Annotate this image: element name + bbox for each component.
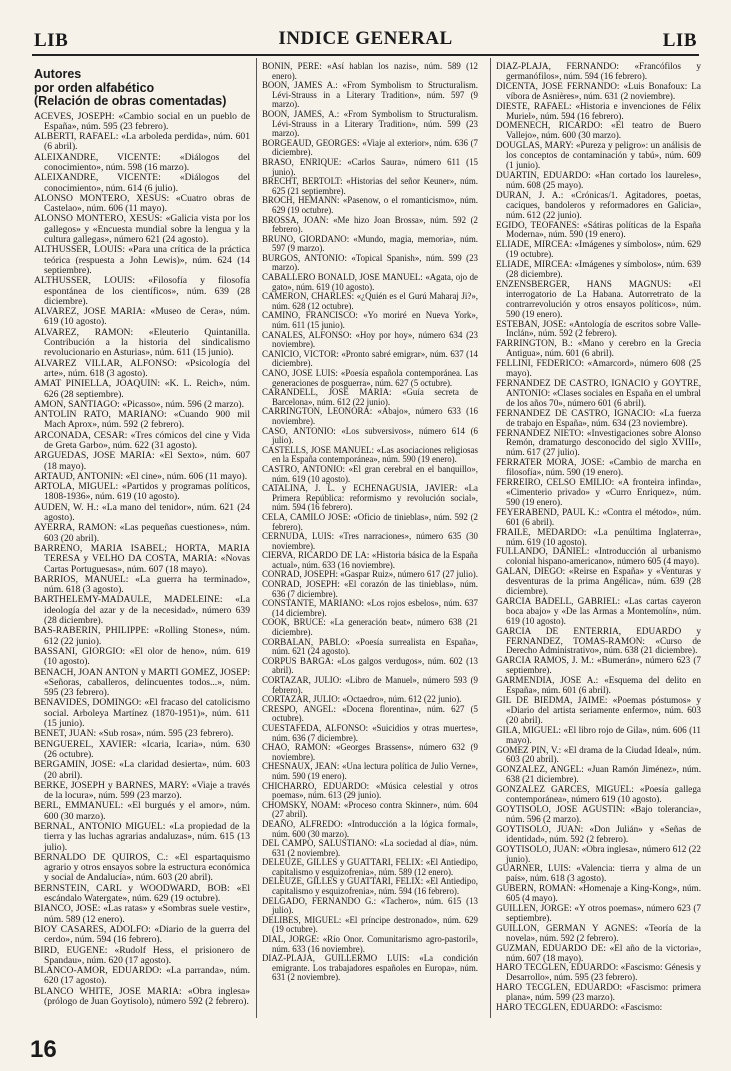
index-entry: HARO TECGLEN, EDUARDO: «Fascismo: [496,1002,663,1013]
index-column-2 [262,62,478,983]
index-entry: COOK, BRUCE: «La generación beat», número 638 (21 diciembre). [262,617,478,638]
index-entry: GONZALEZ, ANGEL: «Juan Ramón Jiménez», núm. 638 (21 diciembre). [496,764,701,785]
index-column-3 [496,62,701,1013]
index-entry: CHOMSKY, NOAM: «Proceso contra Skinner», núm. 604 (27 abril). [262,799,478,820]
index-entry: FERNANDEZ DE CASTRO, IGNACIO: «La fuerza de trabajo en España», núm. 634 (23 noviembre). [496,407,701,428]
index-entry: ARTOLA, MIGUEL: «Partidos y programas políticos, 1808-1936», núm. 619 (10 agosto). [34,481,250,503]
index-entry: ALTHUSSER, LOUIS: «Filosofía y filosofía espontánea de los científicos», núm. 639 (28 diciembre). [34,275,250,307]
index-entry: CELA, CAMILO JOSE: «Oficio de tinieblas», núm. 592 (2 febrero). [262,511,478,532]
index-entry: CASTELLS, JOSE MANUEL: «Las asociaciones religiosas en la España contemporánea», núm. 590 (19 enero). [262,444,478,465]
index-entry: CARRINGTON, LEONORA: «Abajo», número 633 (16 noviembre). [262,406,478,426]
index-entry: GOYTISOLO, JOSE AGUSTIN: «Bajo tolerancia», núm. 596 (2 marzo). [496,803,701,824]
index-entry: AMAT PINIELLA, JOAQUIN: «K. L. Reich», núm. 626 (28 septiembre). [34,378,250,400]
index-entry: BERNAL, ANTONIO MIGUEL: «La propiedad de la tierra y las luchas agrarias andaluzas», núm. 615 (13 julio). [34,820,250,853]
index-entry: BIANCO, JOSE: «Las ratas» y «Sombras suele vestir», núm. 589 (12 enero). [34,903,250,925]
index-entry: BENAVIDES, DOMINGO: «El fracaso del catolicismo social. Arboleya Martínez (1870-1951)», núm. 611 (15 junio). [34,697,250,730]
index-entry: DURAN, J. A.: «Crónicas/1. Agitadores, poetas, caciques, bandoleros y reformadores en Galicia», núm. 612 (22 junio). [496,189,701,220]
index-entry: DOMENECH, RICARDO: «El teatro de Buero Vallejo», núm. 600 (30 marzo). [496,120,701,141]
index-entry: CRESPO, ANGEL: «Docena florentina», núm. 627 (5 octubre). [262,703,478,724]
index-entry: CAMERON, CHARLES: «¿Quién es el Gurú Maharaj Ji?», núm. 628 (12 octubre). [262,291,478,311]
index-entry: ENZENSBERGER, HANS MAGNUS: «El interrogatorio de La Habana. Autorretrato de la contrarrevolución y otros ensayos políticos», núm. 590 (19 enero). [496,278,701,319]
index-entry: BERL, EMMANUEL: «El burgués y el amor», núm. 600 (30 marzo). [34,800,250,822]
header-right-label: LIB [662,30,697,51]
index-entry: CERNUDA, LUIS: «Tres narraciones», número 635 (30 noviembre). [262,531,478,551]
index-entry: ALTHUSSER, LOUIS: «Para una crítica de la práctica teórica (respuesta a John Lewis)», núm. 624 (14 septiembre). [34,244,250,276]
index-entry: BRECHT, BERTOLT: «Historias del señor Keuner», núm. 625 (21 septiembre). [262,176,478,196]
index-entry: CANICIO, VICTOR: «Pronto sabré emigrar», núm. 637 (14 diciembre). [262,348,478,369]
index-entry: BORGEAUD, GEORGES: «Viaje al exterior», núm. 636 (7 diciembre). [262,137,478,158]
index-entry: BENET, JUAN: «Sub rosa», núm. 595 (23 febrero). [34,728,234,740]
section-heading: Autores por orden alfabético (Relación de obras comentadas) [34,67,227,108]
index-entry: CONRAD, JOSEPH: «Gaspar Ruiz», número 617 (27 julio). [262,569,478,580]
index-entry: CANO, JOSE LUIS: «Poesía española contemporánea. Las generaciones de posguerra», núm. 627 (5 octubre). [262,368,478,388]
index-entry: FARRINGTON, B.: «Mano y cerebro en la Grecia Antigua», núm. 601 (6 abril). [496,338,701,359]
index-entry: DELGADO, FERNANDO G.: «Tachero», núm. 615 (13 julio). [262,895,478,916]
index-entry: BURGOS, ANTONIO: «Topical Spanish», núm. 599 (23 marzo). [262,252,478,273]
index-entry: BRASO, ENRIQUE: «Carlos Saura», número 611 (15 junio). [262,156,478,177]
index-entry: CARANDELL, JOSE MARIA: «Guía secreta de Barcelona», núm. 612 (22 junio). [262,387,478,407]
page-header [32,28,699,52]
index-entry: BARRENO, MARIA ISABEL; HORTA, MARIA TERESA y VELHO DA COSTA, MARIA: «Novas Cartas Portuguesas», núm. 607 (18 mayo). [34,542,250,575]
index-entry: ANTOLIN RATO, MARIANO: «Cuando 900 mil Mach Aprox», núm. 592 (2 febrero). [34,409,250,431]
index-entry: FERNANDEZ NIETO: «Investigaciones sobre Alonso Remón, dramaturgo desconocido del siglo XVIII», núm. 617 (27 julio). [496,427,701,458]
index-entry: GILA, MIGUEL: «El libro rojo de Gila», núm. 606 (11 mayo). [496,724,701,745]
index-entry: HARO TECGLEN, EDUARDO: «Fascismo: primera plana», núm. 599 (23 marzo). [496,982,701,1003]
index-entry: AMON, SANTIAGO: «Picasso», núm. 596 (2 marzo). [34,398,244,410]
index-entry: DEAÑO, ALFREDO: «Introducción a la lógica formal», núm. 600 (30 marzo). [262,818,478,839]
index-entry: GOYTISOLO, JUAN: «Don Julián» y «Señas de identidad», núm. 592 (2 febrero). [496,823,701,844]
index-entry: ELIADE, MIRCEA: «Imágenes y símbolos», núm. 629 (19 octubre). [496,239,701,260]
index-entry: AUDEN, W. H.: «La mano del tenidor», núm. 621 (24 agosto). [34,501,250,524]
index-entry: BIRD, EUGENE: «Rudolf Hess, el prisionero de Spandau», núm. 620 (17 agosto). [34,944,250,966]
index-entry: CORBALAN, PABLO: «Poesía surrealista en España», núm. 621 (24 agosto). [262,636,478,657]
index-entry: DEL CAMPO, SALUSTIANO: «La sociedad al día», núm. 631 (2 noviembre). [262,838,478,858]
index-entry: FERREIRO, CELSO EMILIO: «A fronteira infinda», «Cimenterio privado» y «Curro Enriquez», núm. 590 (19 enero). [496,477,701,507]
index-entry: FERNANDEZ DE CASTRO, IGNACIO y GOYTRE, ANTONIO: «Clases sociales en España en el umbral de los años 70», número 601 (6 abril). [496,378,701,408]
index-entry: CATALINA, J. L. y ECHENAGUSIA, JAVIER: «La Primera República: reformismo y revolución social», núm. 594 (16 febrero). [262,483,478,513]
index-entry: CASO, ANTONIO: «Los subversivos», número 614 (6 julio). [262,425,478,446]
index-entry: GOMEZ PIN, V.: «El drama de la Ciudad Ideal», núm. 603 (20 abril). [496,744,701,765]
index-column-1 [34,62,250,1007]
entry-list [262,62,478,983]
index-entry: BLANCO WHITE, JOSE MARIA: «Obra inglesa» (prólogo de Juan Goytisolo), número 592 (2 febrero). [34,985,250,1008]
index-entry: ALONSO MONTERO, XESUS: «Cuatro obras de Castelao», núm. 606 (11 mayo). [34,192,250,215]
header-title: INDICE GENERAL [278,28,453,49]
index-entry: BONIN, PERE: «Así hablan los nazis», núm. 589 (12 enero). [262,61,478,81]
index-entry: ELIADE, MIRCEA: «Imágenes y símbolos», núm. 639 (28 diciembre). [496,259,701,280]
page-number: 16 [30,1036,57,1063]
index-entry: DIAZ-PLAJA, FERNANDO: «Francófilos y germanófilos», núm. 594 (16 febrero). [496,61,701,81]
index-entry: CONRAD, JOSEPH: «El corazón de las tinieblas», núm. 636 (7 diciembre). [262,579,478,599]
index-entry: CABALLERO BONALD, JOSE MANUEL: «Agata, ojo de gato», núm. 619 (10 agosto). [262,272,478,292]
index-entry: GUARNER, LUIS: «Valencia: tierra y alma de un país», núm. 618 (3 agosto). [496,863,701,884]
index-entry: CORTAZAR, JULIO: «Octaedro», núm. 612 (22 junio). [262,694,462,705]
index-entry: ALEIXANDRE, VICENTE: «Diálogos del conocimiento», núm. 614 (6 julio). [34,172,250,194]
index-entry: BENGUEREL, XAVIER: «Icaria, Icaria», núm. 630 (26 octubre). [34,738,250,760]
index-entry: GALAN, DIEGO: «Reirse en España» y «Venturas y desventuras de la prima Angélica», núm. 639 (28 diciembre). [496,566,701,597]
index-entry: DELEUZE, GILLES y GUATTARI, FELIX: «El Antiedipo, capitalismo y esquizofrenia», núm. 594 (16 febrero). [262,876,478,897]
index-entry: CORPUS BARGA: «Los galgos verdugos», núm. 602 (13 abril). [262,655,478,676]
index-entry: DIAZ-PLAJA, GUILLERMO LUIS: «La condición emigrante. Los trabajadores españoles en Europa», núm. 631 (2 noviembre). [262,953,478,983]
index-entry: ARTAUD, ANTONIN: «El cine», núm. 606 (11 mayo). [34,470,248,482]
index-entry: EGIDO, TEOFANES: «Sátiras políticas de la España Moderna», núm. 590 (19 enero). [496,219,701,240]
entry-list [34,112,250,1008]
index-entry: BASSANI, GIORGIO: «El olor de heno», núm. 619 (10 agosto). [34,645,250,668]
index-entry: GUZMAN, EDUARDO DE: «El año de la victoria», núm. 607 (18 mayo). [496,942,701,963]
index-entry: ARGUEDAS, JOSE MARIA: «El Sexto», núm. 607 (18 mayo). [34,450,250,472]
index-entry: BERNALDO DE QUIROS, C.: «El espartaquismo agrario y otros ensayos sobre la estructura económica y social de Andalucía», núm. 603 (20 abril). [34,851,250,884]
index-entry: GARCIA BADELL, GABRIEL: «Las cartas cayeron boca abajo» y «De las Armas a Montemolín», núm. 619 (10 agosto). [496,595,701,626]
index-entry: GOYTISOLO, JUAN: «Obra inglesa», número 612 (22 junio). [496,843,701,864]
index-entry: BOON, JAMES A.: «From Symbolism to Structuralism. Lévi-Strauss in a Literary Tradition», núm. 597 (9 marzo). [262,80,478,110]
index-entry: FRAILE, MEDARDO: «La penúltima Inglaterra», núm. 619 (10 agosto). [496,526,701,547]
index-entry: CASTRO, ANTONIO: «El gran cerebral en el banquillo», núm. 619 (10 agosto). [262,463,478,484]
index-entry: FERRATER MORA, JOSE: «Cambio de marcha en filosofía», núm. 590 (19 enero). [496,457,701,478]
index-entry: GUBERN, ROMAN: «Homenaje a King-Kong», núm. 605 (4 mayo). [496,883,701,904]
index-entry: BENACH, JOAN ANTON y MARTI GOMEZ, JOSEP: «Señoras, caballeros, delincuentes todos...», núm. 595 (23 febrero). [34,666,250,699]
index-entry: GIL DE BIEDMA, JAIME: «Poemas póstumos» y «Diario del artista seriamente enfermo», núm. 603 (20 abril). [496,695,701,725]
index-entry: ALONSO MONTERO, XESUS: «Galicia vista por los gallegos» y «Encuesta mundial sobre la lengua y la cultura gallegas», número 621 (24 agosto). [34,213,250,246]
index-entry: DELIBES, MIGUEL: «El príncipe destronado», núm. 629 (19 octubre). [262,914,478,935]
entry-list [496,62,701,1013]
index-entry: CAMINO, FRANCISCO: «Yo moriré en Nueva York», núm. 611 (15 junio). [262,310,478,331]
column-divider [490,58,491,1018]
index-entry: GONZALEZ GARCES, MIGUEL: «Poesía gallega contemporánea», número 619 (10 agosto). [496,784,701,805]
index-entry: DOUGLAS, MARY: «Pureza y peligro»: un análisis de los conceptos de contaminación y tabú», núm. 609 (1 junio). [496,140,701,171]
index-entry: CHAO, RAMON: «Georges Brassens», número 632 (9 noviembre). [262,742,478,762]
index-entry: BROSSA, JOAN: «Me hizo Joan Brossa», núm. 592 (2 febrero). [262,214,478,235]
index-entry: ALEIXANDRE, VICENTE: «Diálogos del conocimiento», núm. 598 (16 marzo). [34,151,250,173]
index-entry: BAS-RABERIN, PHILIPPE: «Rolling Stones», núm. 612 (22 junio). [34,625,250,647]
index-entry: FEYERABEND, PAUL K.: «Contra el método», núm. 601 (6 abril). [496,506,701,527]
index-entry: DICENTA, JOSE FERNANDO: «Luis Bonafoux: La víbora de Asnières», núm. 631 (2 noviembre). [496,80,701,101]
index-entry: BIOY CASARES, ADOLFO: «Diario de la guerra del cerdo», núm. 594 (16 febrero). [34,923,250,946]
index-entry: CHICHARRO, EDUARDO: «Música celestial y otros poemas», núm. 613 (29 junio). [262,780,478,801]
index-entry: CUESTAFEDA, ALFONSO: «Suicidios y otras muertes», núm. 636 (7 diciembre). [262,722,478,743]
index-entry: ARCONADA, CESAR: «Tres cómicos del cine y Vida de Greta Garbo», núm. 622 (31 agosto). [34,429,250,451]
index-entry: BLANCO-AMOR, EDUARDO: «La parranda», núm. 620 (17 agosto). [34,965,250,987]
header-left-label: LIB [34,30,69,51]
index-entry: FELLINI, FEDERICO: «Amarcord», número 608 (25 mayo). [496,358,701,379]
index-entry: FULLANDO, DANIEL: «Introducción al urbanismo colonial hispano-americano», número 605 (4 mayo). [496,546,701,567]
column-divider [256,58,257,1018]
index-entry: BOON, JAMES, A.: «From Symbolism to Structuralism. Lévi-Strauss in a Literary Tradition», núm. 599 (23 marzo). [262,108,478,139]
index-entry: AYERRA, RAMON: «Las pequeñas cuestiones», núm. 603 (20 abril). [34,522,250,544]
index-entry: DUARTIN, EDUARDO: «Han cortado los laureles», núm. 608 (25 mayo). [496,169,701,190]
index-entry: CONSTANTE, MARIANO: «Los rojos esbelos», núm. 637 (14 diciembre). [262,598,478,618]
index-entry: CIERVA, RICARDO DE LA: «Historia básica de la España actual», núm. 633 (16 noviembre). [262,550,478,570]
index-entry: DELEUZE, GILLES y GUATTARI, FELIX: «El Antiedipo, capitalismo y esquizofrenia», núm. 589 (12 enero). [262,857,478,877]
index-entry: ALBERTI, RAFAEL: «La arboleda perdida», núm. 601 (6 abril). [34,131,250,153]
index-entry: ESTEBAN, JOSE: «Antología de escritos sobre Valle-Inclán», núm. 592 (2 febrero). [496,318,701,339]
index-entry: ACEVES, JOSEPH: «Cambio social en un pueblo de España», núm. 595 (23 febrero). [34,110,250,132]
index-entry: GUILLEN, JORGE: «Y otros poemas», número 623 (7 septiembre). [496,903,701,923]
index-entry: HARO TECGLEN, EDUARDO: «Fascismo: Génesis y Desarrollo», núm. 595 (23 febrero). [496,962,701,983]
index-entry: BARTHELEMY-MADAULE, MADELEINE: «La ideología del azar y de la necesidad», número 639 (28 diciembre). [34,594,250,627]
index-entry: ALVAREZ, RAMON: «Eleuterio Quintanilla. Contribución a la historia del sindicalismo revolucionario en Asturias», núm. 611 (15 junio). [34,326,250,359]
index-entry: BARRIOS, MANUEL: «La guerra ha terminado», núm. 618 (3 agosto). [34,573,250,596]
index-entry: CORTAZAR, JULIO: «Libro de Manuel», número 593 (9 febrero). [262,675,478,695]
index-entry: BERNSTEIN, CARL y WOODWARD, BOB: «El escándalo Watergate», núm. 629 (19 octubre). [34,882,250,905]
header-rule [32,54,699,56]
index-entry: DIAL, JORGE: «Río Onor. Comunitarismo agro-pastoril», núm. 633 (16 noviembre). [262,934,478,954]
index-entry: BROCH, HEMANN: «Pasenow, o el romanticismo», núm. 629 (19 octubre). [262,195,478,215]
index-entry: ALVAREZ, JOSE MARIA: «Museo de Cera», núm. 619 (10 agosto). [34,306,250,328]
index-entry: GARMENDIA, JOSE A.: «Esquema del delito en España», núm. 601 (6 abril). [496,675,701,696]
index-entry: CANALES, ALFONSO: «Hoy por hoy», número 634 (23 noviembre). [262,329,478,350]
index-entry: BERGAMIN, JOSE: «La claridad desierta», núm. 603 (20 abril). [34,759,250,781]
index-entry: DIESTE, RAFAEL: «Historia e invenciones de Félix Muriel», núm. 594 (16 febrero). [496,100,701,121]
index-entry: CHESNAUX, JEAN: «Una lectura política de Julio Verne», núm. 590 (19 enero). [262,761,478,781]
index-entry: ALVAREZ VILLAR, ALFONSO: «Psicología del arte», núm. 618 (3 agosto). [34,357,250,379]
index-entry: GUILLON, GERMAN Y AGNES: «Teoría de la novela», núm. 592 (2 febrero). [496,922,701,943]
index-entry: GARCIA DE ENTERRIA, EDUARDO y FERNANDEZ, TOMAS-RAMON: «Curso de Derecho Administrativo», núm. 638 (21 diciembre). [496,625,701,656]
index-entry: GARCIA RAMOS, J. M.: «Bumerán», número 623 (7 septiembre). [496,655,701,676]
index-entry: BERKE, JOSEPH y BARNES, MARY: «Viaje a través de la locura», núm. 599 (23 marzo). [34,779,250,802]
index-entry: BRUNO, GIORDANO: «Mundo, magia, memoria», núm. 597 (9 marzo). [262,233,478,254]
